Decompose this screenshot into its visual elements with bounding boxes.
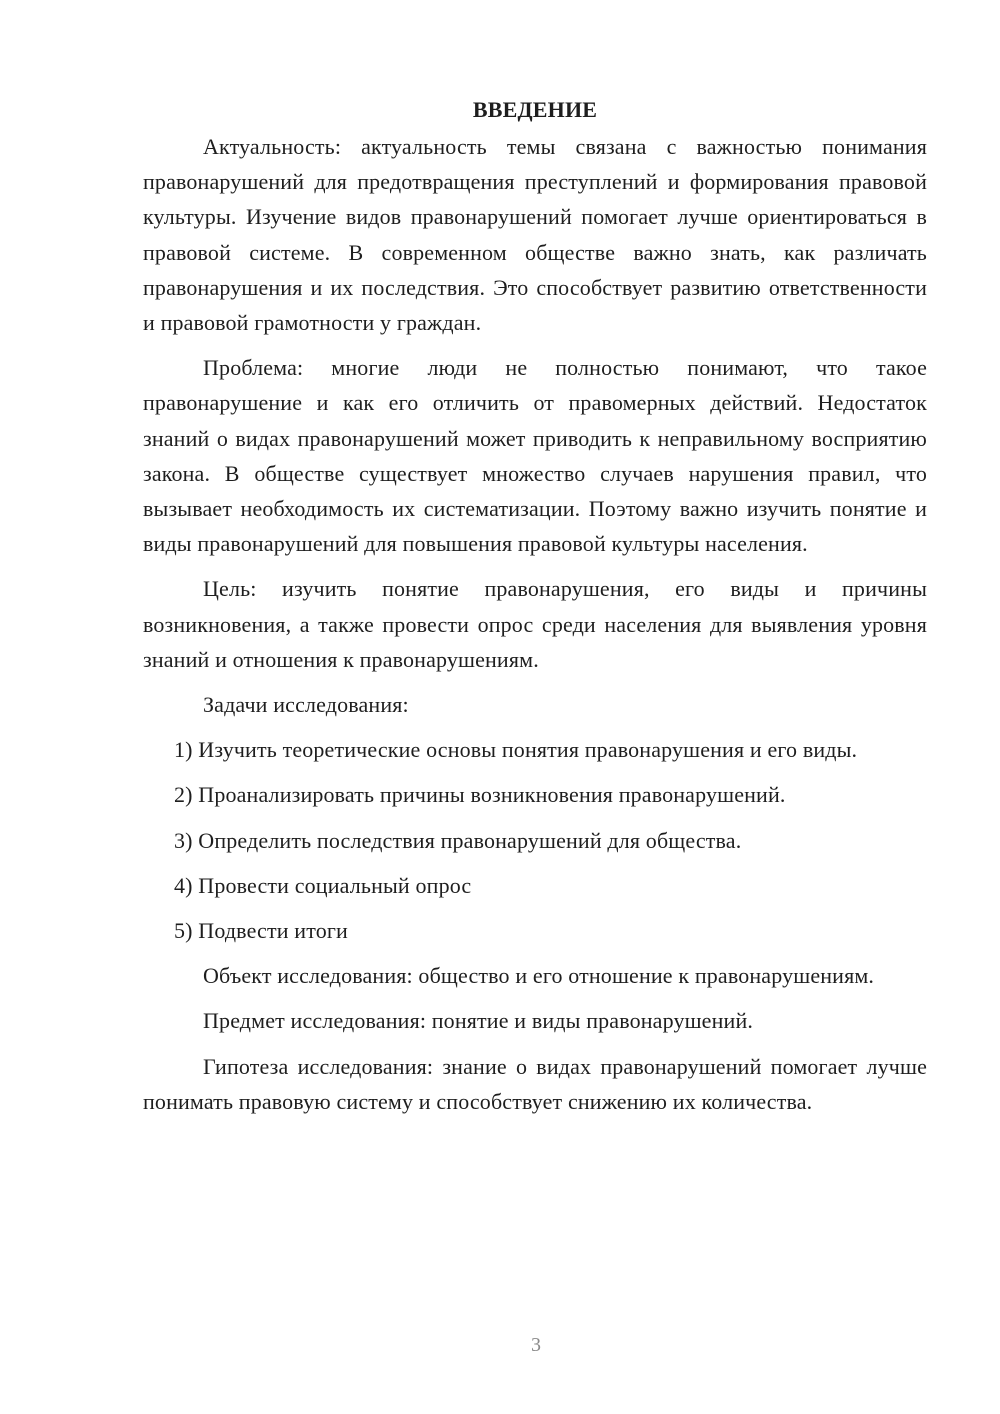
- page-content: [143, 92, 927, 1129]
- paragraph-problem: Проблема: многие люди не полностью понимают, что такое правонарушение и как его отличить от правомерных действий. Недостаток знаний о видах правонарушений может приводить к неправильному восприятию закона. В обществе существует множество случаев нарушения правил, что вызывает необходимость их систематизации. Поэтому важно изучить понятие и виды правонарушений для повышения правовой культуры населения.: [143, 355, 927, 557]
- task-item-5: 5) Подвести итоги: [174, 918, 348, 944]
- task-item-4: 4) Провести социальный опрос: [174, 872, 472, 898]
- task-item-2: 2) Проанализировать причины возникновения правонарушений.: [174, 782, 786, 808]
- page-title: ВВЕДЕНИЕ: [472, 97, 598, 122]
- paragraph-hypothesis: Гипотеза исследования: знание о видах правонарушений помогает лучше понимать правовую систему и способствует снижению их количества.: [143, 1053, 927, 1114]
- task-item-1: 1) Изучить теоретические основы понятия правонарушения и его виды.: [174, 737, 858, 763]
- paragraph-object: Объект исследования: общество и его отношение к правонарушениям.: [203, 963, 875, 989]
- task-item-3: 3) Определить последствия правонарушений для общества.: [174, 827, 742, 853]
- page-number: 3: [531, 1334, 541, 1356]
- paragraph-relevance: Актуальность: актуальность темы связана с важностью понимания правонарушений для предотвращения преступлений и формирования правовой культуры. Изучение видов правонарушений помогает лучше ориентироваться в правовой системе. В современном обществе важно знать, как различать правонарушения и их последствия. Это способствует развитию ответственности и правовой грамотности у граждан.: [143, 134, 927, 336]
- tasks-heading: Задачи исследования:: [203, 692, 409, 718]
- paragraph-subject: Предмет исследования: понятие и виды правонарушений.: [203, 1008, 754, 1034]
- paragraph-goal: Цель: изучить понятие правонарушения, его виды и причины возникновения, а также провести опрос среди населения для выявления уровня знаний и отношения к правонарушениям.: [143, 576, 927, 672]
